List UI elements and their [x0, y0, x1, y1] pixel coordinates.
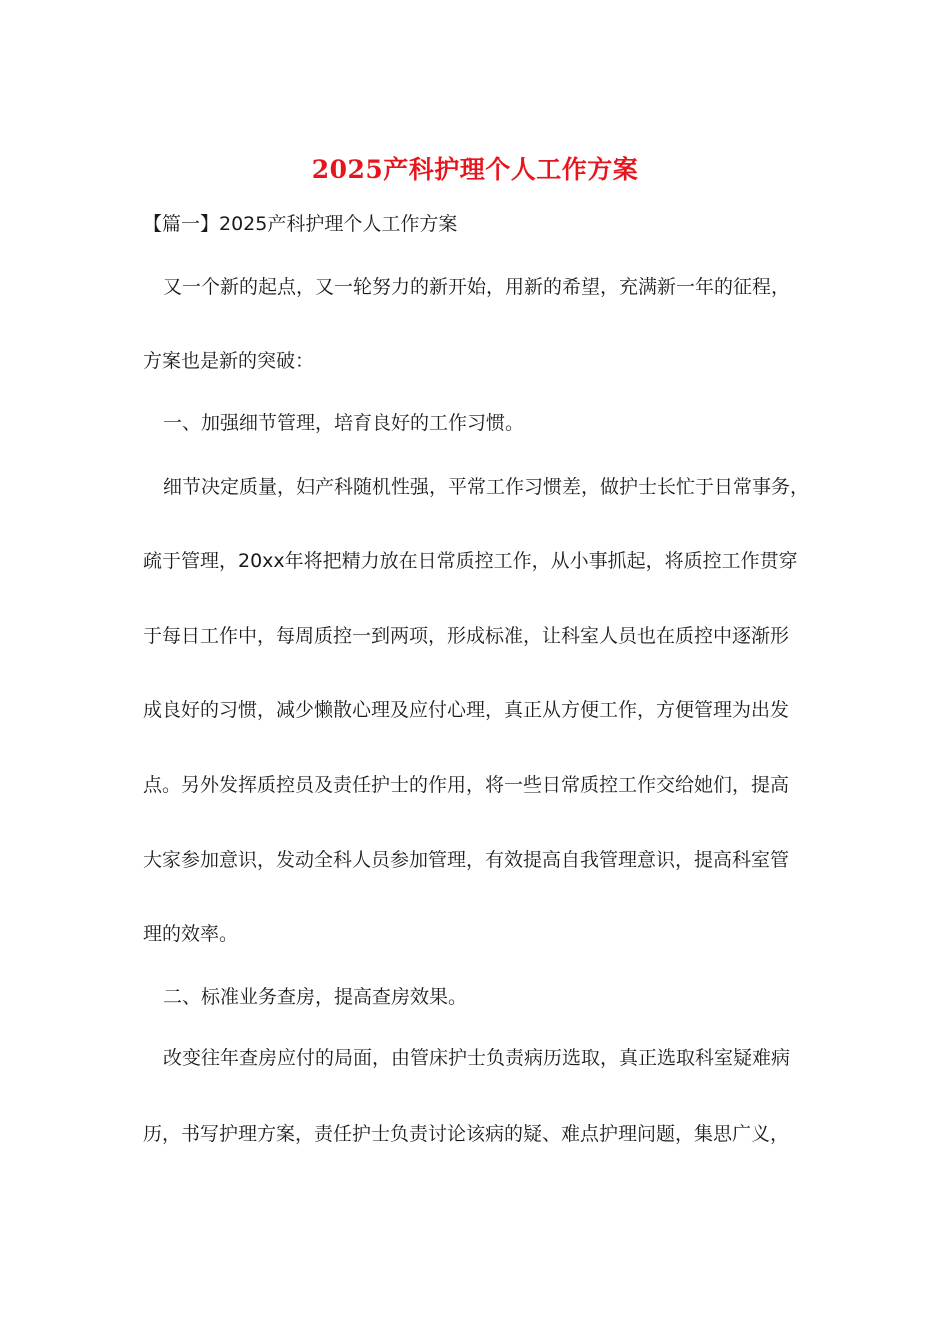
- section-heading: 【篇一】2025产科护理个人工作方案: [143, 213, 458, 235]
- paragraph-line: 理的效率。: [143, 923, 239, 945]
- paragraph-line: 于每日工作中，每周质控一到两项，形成标准，让科室人员也在质控中逐渐形: [143, 625, 790, 647]
- paragraph-line: 历，书写护理方案，责任护士负责讨论该病的疑、难点护理问题，集思广义，: [143, 1123, 790, 1145]
- paragraph-line: 点。另外发挥质控员及责任护士的作用，将一些日常质控工作交给她们，提高: [143, 774, 790, 796]
- paragraph-line: 改变往年查房应付的局面，由管床护士负责病历选取，真正选取科室疑难病: [163, 1047, 791, 1069]
- document-title: 2025产科护理个人工作方案: [311, 155, 639, 184]
- paragraph-line: 又一个新的起点，又一轮努力的新开始，用新的希望，充满新一年的征程，: [163, 276, 791, 298]
- paragraph-heading: 二、标准业务查房，提高查房效果。: [163, 986, 468, 1008]
- paragraph-heading: 一、加强细节管理，培育良好的工作习惯。: [163, 412, 525, 434]
- paragraph-line: 方案也是新的突破：: [143, 350, 315, 372]
- paragraph-line: 成良好的习惯，减少懒散心理及应付心理，真正从方便工作，方便管理为出发: [143, 699, 790, 721]
- paragraph-line: 疏于管理，20xx年将把精力放在日常质控工作，从小事抓起，将质控工作贯穿: [143, 550, 798, 572]
- paragraph-line: 细节决定质量，妇产科随机性强，平常工作习惯差，做护士长忙于日常事务，: [163, 476, 810, 498]
- paragraph-line: 大家参加意识，发动全科人员参加管理，有效提高自我管理意识，提高科室管: [143, 849, 790, 871]
